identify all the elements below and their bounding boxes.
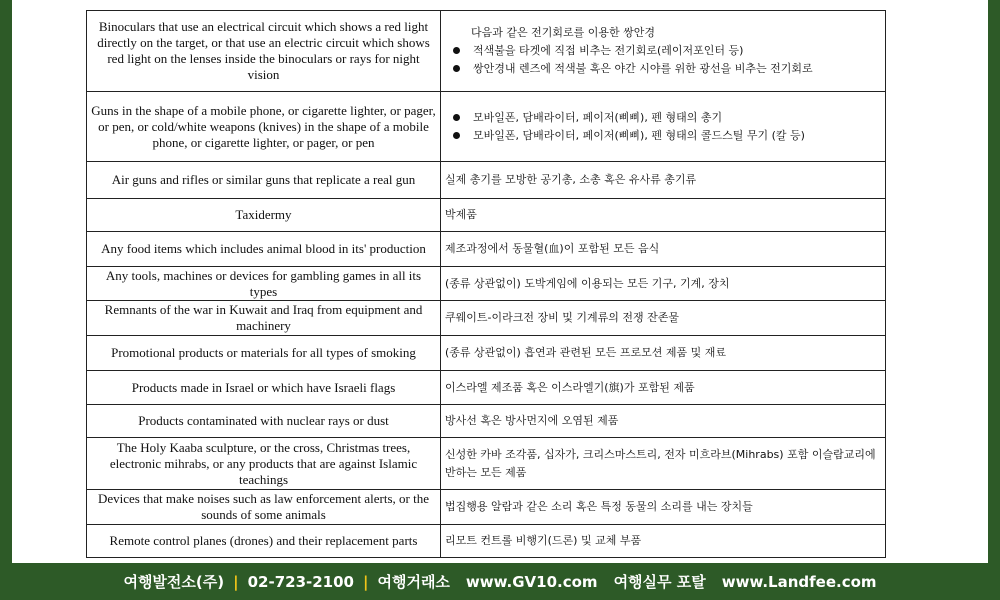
list-item: 모바일폰, 담배라이터, 페이저(삐삐), 펜 형태의 총기 <box>473 109 881 127</box>
phone-number: 02-723-2100 <box>247 572 354 591</box>
item-english: Taxidermy <box>87 199 441 232</box>
list-item: 쌍안경내 렌즈에 적색불 혹은 야간 시야를 위한 광선을 비추는 전기회로 <box>473 60 881 78</box>
table-row <box>87 525 886 558</box>
footer-label-exchange: 여행거래소 <box>377 573 450 591</box>
separator: | <box>362 572 369 591</box>
table-row <box>87 405 886 438</box>
item-english: Products made in Israel or which have Israeli flags <box>87 371 441 405</box>
item-korean: (종류 상관없이) 도박게임에 이용되는 모든 기구, 기계, 장치 <box>441 267 886 301</box>
item-korean: 리모트 컨트롤 비행기(드론) 및 교체 부품 <box>441 525 886 558</box>
prohibited-items-table <box>86 10 886 558</box>
item-korean: 방사선 혹은 방사먼지에 오염된 제품 <box>441 405 886 438</box>
item-english: Products contaminated with nuclear rays or dust <box>87 405 441 438</box>
item-english: Remnants of the war in Kuwait and Iraq from equipment and machinery <box>87 301 441 336</box>
table-row <box>87 371 886 405</box>
item-korean <box>441 92 886 162</box>
footer-link-gv10[interactable]: www.GV10.com <box>465 572 598 591</box>
item-korean <box>441 11 886 92</box>
item-english: Guns in the shape of a mobile phone, or cigarette lighter, or pager, or pen, or cold/white weapons (knives) in the shape of a mobile phone, or cigarette lighter, or pager, or pen <box>87 92 441 162</box>
table-row <box>87 92 886 162</box>
item-english: Remote control planes (drones) and their replacement parts <box>87 525 441 558</box>
table-row <box>87 301 886 336</box>
table-row <box>87 162 886 199</box>
item-english: Promotional products or materials for all types of smoking <box>87 336 441 371</box>
footer-bar <box>0 563 1000 600</box>
item-english: Binoculars that use an electrical circuit which shows a red light directly on the target, or that use an electric circuit which shows red light on the lenses inside the binoculars or rays for night vision <box>87 11 441 92</box>
item-korean: 법집행용 알람과 같은 소리 혹은 특정 동물의 소리를 내는 장치들 <box>441 490 886 525</box>
footer-label-portal: 여행실무 포탈 <box>613 573 706 591</box>
company-name: 여행발전소(주) <box>123 573 225 591</box>
table-row <box>87 11 886 92</box>
item-korean-list <box>445 109 881 145</box>
table-row <box>87 336 886 371</box>
table-row <box>87 490 886 525</box>
item-english: Any food items which includes animal blood in its' production <box>87 232 441 267</box>
item-korean-list <box>445 42 881 78</box>
item-english: Devices that make noises such as law enforcement alerts, or the sounds of some animals <box>87 490 441 525</box>
table-row <box>87 232 886 267</box>
table-row <box>87 438 886 490</box>
list-item: 적색불을 타겟에 직접 비추는 전기회로(레이저포인터 등) <box>473 42 881 60</box>
item-english: Any tools, machines or devices for gambling games in all its types <box>87 267 441 301</box>
table-row <box>87 199 886 232</box>
item-korean: 이스라엘 제조품 혹은 이스라엘기(旗)가 포함된 제품 <box>441 371 886 405</box>
item-korean: 박제품 <box>441 199 886 232</box>
item-korean: 쿠웨이트-이라크전 장비 및 기계류의 전쟁 잔존물 <box>441 301 886 336</box>
separator: | <box>233 572 239 591</box>
item-english: The Holy Kaaba sculpture, or the cross, Christmas trees, electronic mihrabs, or any products that are against Islamic teachings <box>87 438 441 490</box>
item-korean: (종류 상관없이) 흡연과 관련된 모든 프로모션 제품 및 재료 <box>441 336 886 371</box>
item-english: Air guns and rifles or similar guns that replicate a real gun <box>87 162 441 199</box>
table-row <box>87 267 886 301</box>
item-korean: 신성한 카바 조각품, 십자가, 크리스마스트리, 전자 미흐라브(Mihrabs) 포함 이슬람교리에 반하는 모든 제품 <box>441 438 886 490</box>
footer-link-landfee[interactable]: www.Landfee.com <box>721 572 877 591</box>
item-korean: 실제 총기를 모방한 공기총, 소총 혹은 유사류 총기류 <box>441 162 886 199</box>
item-korean-title: 다음과 같은 전기회로를 이용한 쌍안경 <box>471 26 656 39</box>
item-korean: 제조과정에서 동물혈(血)이 포함된 모든 음식 <box>441 232 886 267</box>
list-item: 모바일폰, 담배라이터, 페이저(삐삐), 펜 형태의 콜드스틸 무기 (칼 등) <box>473 127 881 145</box>
